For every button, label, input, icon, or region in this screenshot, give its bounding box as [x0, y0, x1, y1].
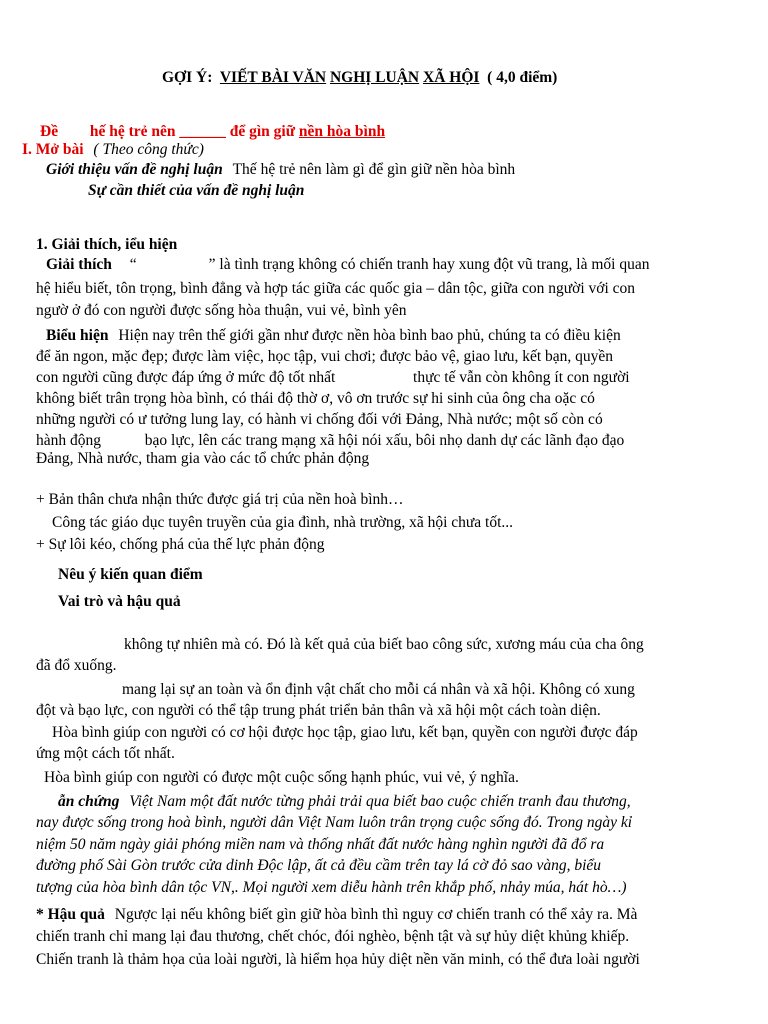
intro-necessity: Sự cần thiết của vấn đề nghị luận — [88, 182, 305, 199]
title-essay: VIẾT BÀI VĂN — [219, 69, 327, 86]
manifest-line1 — [46, 326, 621, 346]
evidence-line3: niệm 50 năm ngày giải phóng miền nam và thống nhất đất nước hàng nghìn người đã đổ ra — [36, 836, 605, 853]
manifest-line4: không biết trân trọng hòa bình, có thái độ thờ ơ, vô ơn trước sự hi sinh của ông cha oặc có — [36, 390, 595, 407]
manifest-text-3a: con người cũng được đáp ứng ở mức độ tốt nhất — [36, 369, 336, 386]
page-title — [162, 68, 557, 88]
manifest-line3 — [36, 368, 630, 388]
explain-heading: 1. Giải thích, iểu hiện — [36, 236, 178, 253]
consequence-line2: chiến tranh chỉ mang lại đau thương, chết chóc, đói nghèo, bệnh tật và sự hủy diệt khủng khiếp. — [36, 928, 630, 945]
topic-label: Đề — [40, 123, 59, 140]
title-score: ( 4,0 điểm) — [487, 69, 558, 86]
role-p3-line2: ứng một cách tốt nhất. — [36, 745, 175, 762]
quote-open: “ — [129, 256, 137, 273]
evidence-line5: tượng của hòa bình dân tộc VN,. Mọi người xem diễu hành trên khắp phố, nhảy múa, hát hò…) — [36, 879, 627, 896]
role-p4-line1: Hòa bình giúp con người có được một cuộc sống hạnh phúc, vui vẻ, ý nghĩa. — [44, 769, 519, 786]
manifest-text-6a: hành động — [36, 432, 102, 449]
manifest-label: Biểu hiện — [46, 327, 109, 344]
consequence-line1 — [36, 905, 637, 925]
explain-line3: ngườ ở đó con người được sống hòa thuận, vui vẻ, bình yên — [36, 302, 407, 319]
manifest-line7: Đảng, Nhà nước, tham gia vào các tổ chức phản động — [36, 450, 370, 467]
cause-item-3: + Sự lôi kéo, chống phá của thế lực phản động — [36, 536, 325, 553]
topic-part2: để — [229, 123, 246, 140]
evidence-label: ẫn chứng — [58, 793, 120, 810]
cause-item-2: Công tác giáo dục tuyên truyền của gia đình, nhà trường, xã hội chưa tốt... — [52, 514, 514, 531]
evidence-line4: đường phố Sài Gòn trước cửa dinh Độc lập, ất cả đều cầm trên tay lá cờ đỏ sao vàng, biểu — [36, 857, 602, 874]
topic-line — [40, 122, 385, 142]
consequence-text-1: Ngược lại nếu không biết gìn giữ hòa bình thì nguy cơ chiến tranh có thể xảy ra. Mà — [114, 906, 638, 923]
manifest-line2: để ăn ngon, mặc đẹp; được làm việc, học tập, vui chơi; được bảo vệ, giao lưu, kết bạn, quyền — [36, 348, 614, 365]
evidence-text-1: Việt Nam một đất nước từng phải trải qua biết bao cuộc chiến tranh đau thương, — [129, 793, 631, 810]
section-intro-heading — [22, 140, 204, 160]
explain-line1 — [46, 255, 649, 275]
manifest-line6 — [36, 431, 624, 451]
topic-part3: gìn giữ — [249, 123, 296, 140]
intro-note: ( Theo công thức) — [93, 141, 204, 158]
cause-item-1: + Bản thân chưa nhận thức được giá trị của nền hoà bình… — [36, 491, 404, 508]
evidence-line1 — [58, 792, 631, 812]
intro-heading: I. Mở bài — [22, 141, 84, 158]
intro-issue-label: Giới thiệu vấn đề nghị luận — [46, 161, 223, 178]
role-p2-line2: đột và bạo lực, con người có thể tập trung phát triển bản thân và xã hội một cách toàn diện. — [36, 702, 601, 719]
topic-part1: hế hệ trẻ nên — [89, 123, 176, 140]
evidence-line2: nay được sống trong hoà bình, người dân Việt Nam luôn trân trọng cuộc sống đó. Trong ngày kỉ — [36, 814, 633, 831]
quote-close: ” — [208, 256, 216, 273]
topic-part4: nền hòa bình — [298, 123, 386, 140]
consequence-label: * Hậu quả — [36, 906, 105, 923]
manifest-text-3b: thực tế vẫn còn không ít con người — [413, 369, 630, 386]
consequence-line3: Chiến tranh là thảm họa của loài người, là hiểm họa hủy diệt nền văn minh, có thể đưa loài người — [36, 951, 640, 968]
title-prefix: GỢI Ý: — [162, 69, 213, 86]
title-argument: NGHỊ LUẬN — [329, 69, 420, 86]
intro-issue-line — [46, 160, 515, 180]
manifest-text-6b: bạo lực, lên các trang mạng xã hội nói xấu, bôi nhọ danh dự các lãnh đạo đạo — [144, 432, 625, 449]
role-p1-line1: không tự nhiên mà có. Đó là kết quả của biết bao công sức, xương máu của cha ông — [124, 636, 644, 653]
intro-issue-text: Thế hệ trẻ nên làm gì để gìn giữ nền hòa bình — [232, 161, 516, 178]
manifest-text-1: Hiện nay trên thế giới gần như được nền hòa bình bao phủ, chúng ta có điều kiện — [118, 327, 621, 344]
explain-text-1: là tình trạng không có chiến tranh hay xung đột vũ trang, là mối quan — [219, 256, 650, 273]
role-p2-line1: mang lại sự an toàn và ổn định vật chất cho mỗi cá nhân và xã hội. Không có xung — [122, 681, 635, 698]
opinion-heading: Nêu ý kiến quan điểm — [58, 566, 203, 583]
role-heading: Vai trò và hậu quả — [58, 593, 181, 610]
topic-blank: ______ — [179, 123, 226, 140]
explain-label: Giải thích — [46, 256, 112, 273]
manifest-line5: những người có ư tưởng lung lay, có hành vi chống đối với Đảng, Nhà nước; một số còn có — [36, 411, 603, 428]
title-society: XÃ HỘI — [423, 69, 480, 86]
role-p3-line1: Hòa bình giúp con người có cơ hội được học tập, giao lưu, kết bạn, quyền con người được đáp — [52, 724, 638, 741]
role-p1-line2: đã đổ xuống. — [36, 657, 117, 674]
explain-line2: hệ hiểu biết, tôn trọng, bình đẳng và hợp tác giữa các quốc gia – dân tộc, giữa con người với con — [36, 280, 636, 297]
